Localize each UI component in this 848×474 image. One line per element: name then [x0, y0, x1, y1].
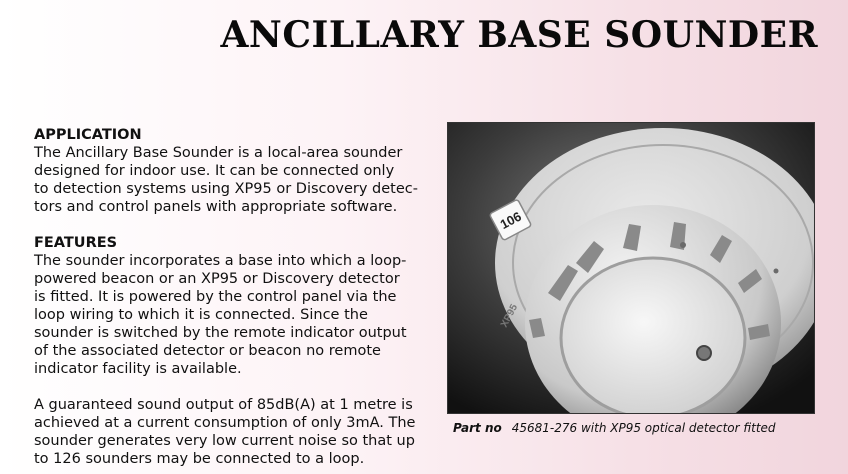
features-line: The sounder incorporates a base into which a loop-: [34, 253, 407, 269]
page-title: ANCILLARY BASE SOUNDER: [220, 14, 818, 56]
features-line: to 126 sounders may be connected to a loop.: [34, 451, 365, 467]
features-line: loop wiring to which it is connected. Since the: [34, 307, 368, 323]
features-line: is fitted. It is powered by the control panel via the: [34, 289, 397, 305]
features-line: sounder is switched by the remote indicator output: [34, 325, 407, 341]
application-heading: APPLICATION: [34, 127, 142, 143]
application-line: The Ancillary Base Sounder is a local-area sounder: [34, 145, 403, 161]
features-line: sounder generates very low current noise so that up: [34, 433, 415, 449]
features-line: powered beacon or an XP95 or Discovery detector: [34, 271, 400, 287]
application-line: tors and control panels with appropriate software.: [34, 199, 398, 215]
photo-caption: [453, 421, 776, 435]
led-indicator: [697, 346, 711, 360]
product-photo: [447, 122, 815, 414]
features-line: achieved at a current consumption of only 3mA. The: [34, 415, 416, 431]
features-line: indicator facility is available.: [34, 361, 242, 377]
features-line: of the associated detector or beacon no remote: [34, 343, 381, 359]
features-heading: FEATURES: [34, 235, 118, 251]
detector-lens: [561, 258, 745, 413]
sounder-illustration: [448, 123, 814, 413]
part-number-text: 45681-276 with XP95 optical detector fitted: [511, 421, 776, 435]
text-column: [34, 126, 429, 468]
features-line: A guaranteed sound output of 85dB(A) at 1 metre is: [34, 397, 413, 413]
detector-side-label: XP95: [498, 302, 521, 330]
number-tag: 106: [497, 208, 524, 233]
application-line: designed for indoor use. It can be connected only: [34, 163, 395, 179]
part-number-label: Part no: [453, 421, 502, 435]
application-line: to detection systems using XP95 or Discovery detec-: [34, 181, 418, 197]
